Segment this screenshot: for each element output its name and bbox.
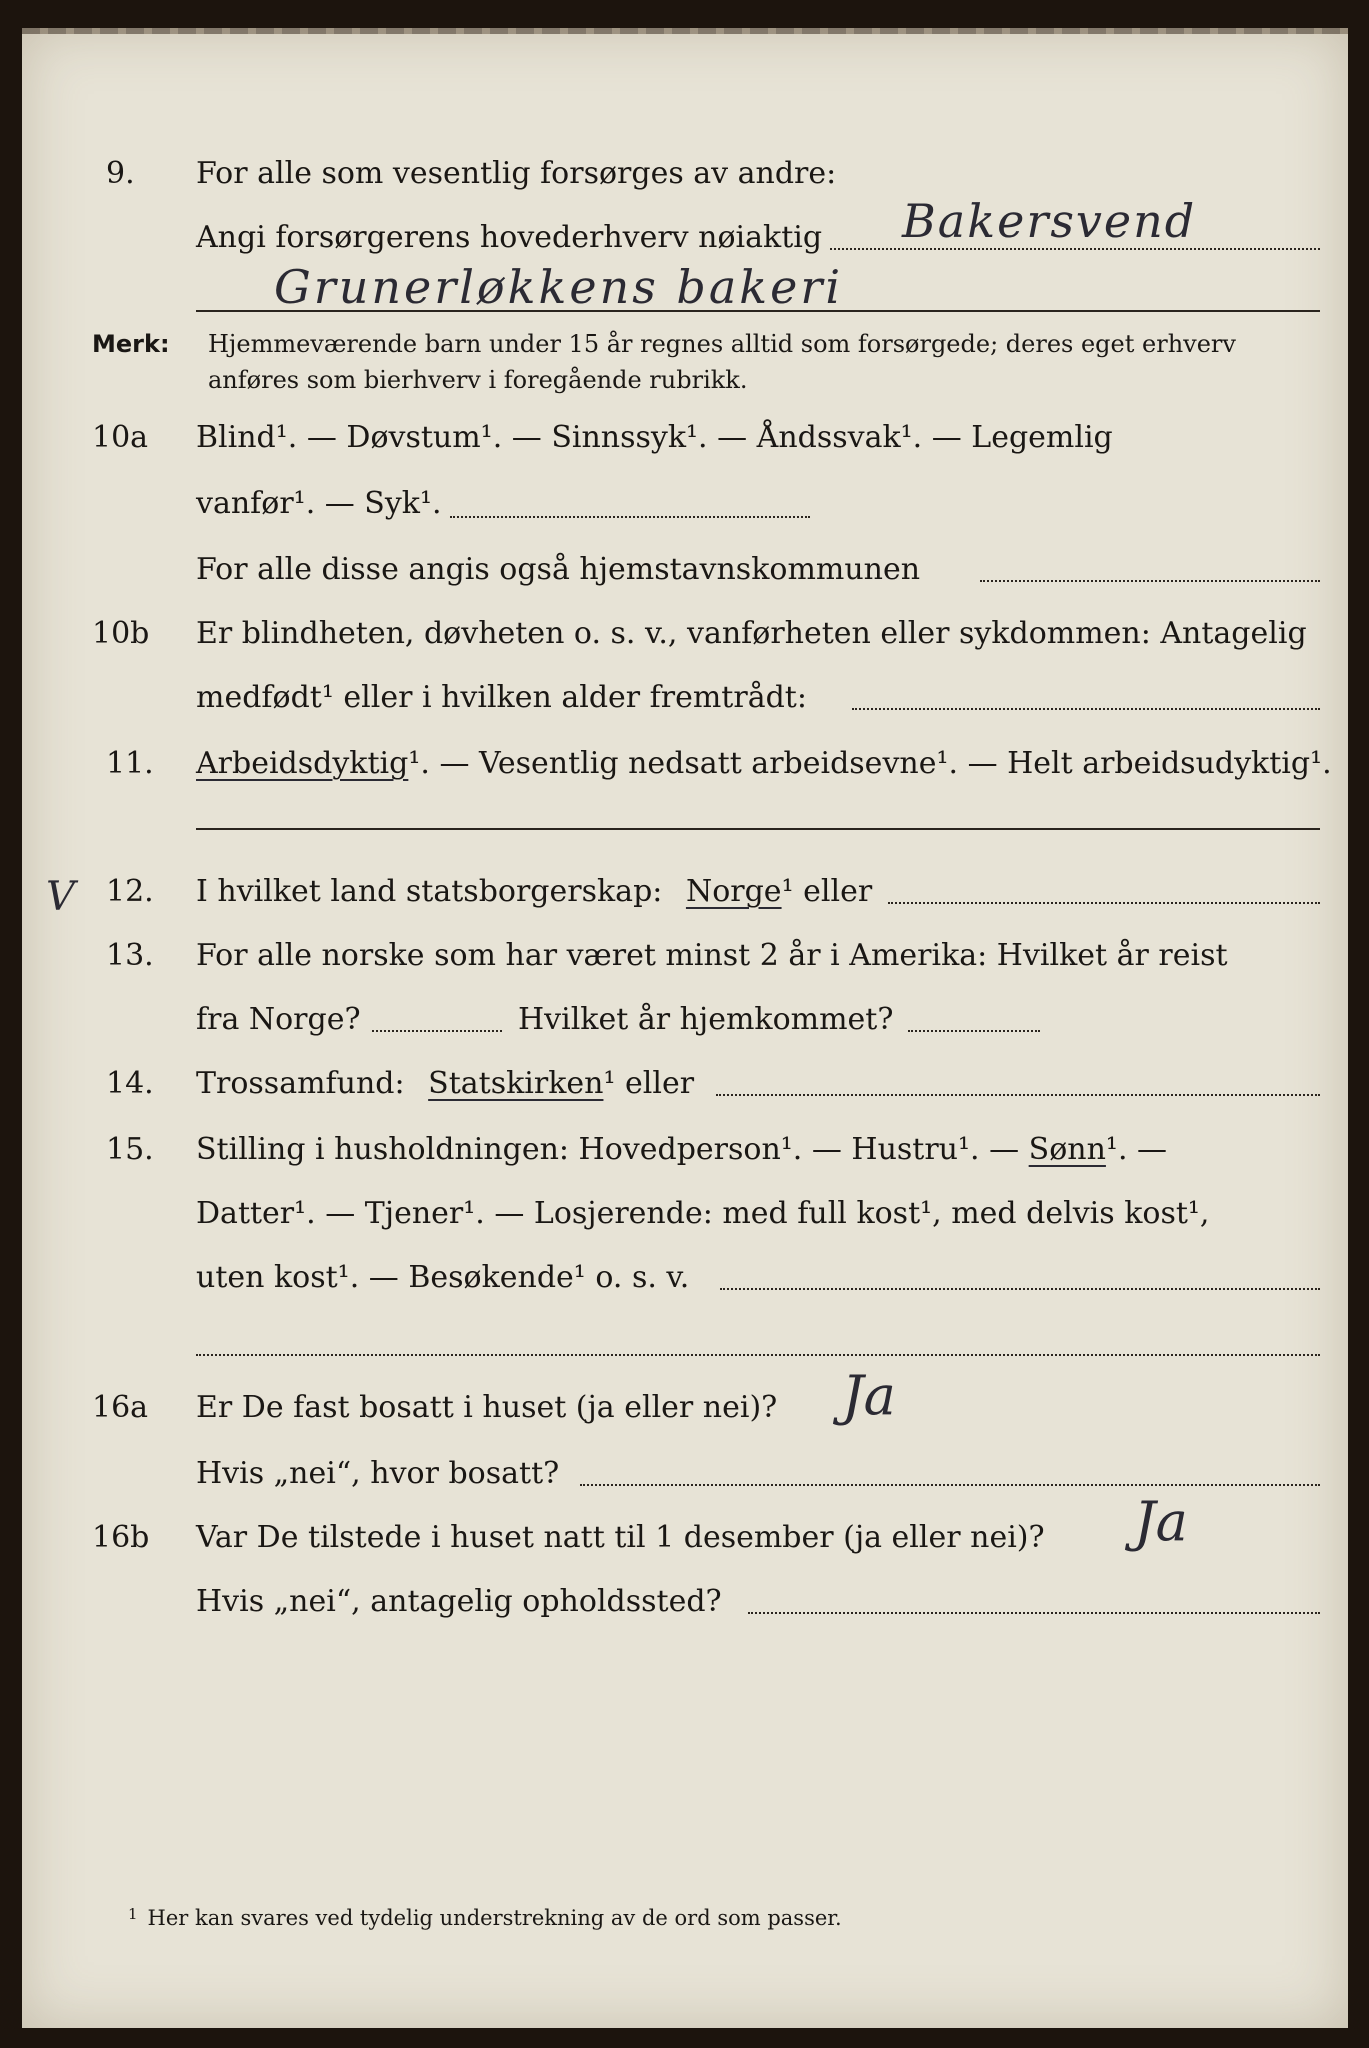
- q15-line1: [196, 1132, 1167, 1167]
- q11-underlined-option: Arbeidsdyktig: [196, 746, 409, 781]
- q16a-line2: Hvis „nei“, hvor bosatt?: [196, 1456, 560, 1491]
- merk-line1: Hjemmeværende barn under 15 år regnes alltid som forsørgede; deres eget erhverv: [208, 330, 1236, 358]
- q12-text: [196, 874, 872, 909]
- q14-underlined-option: Statskirken: [428, 1066, 604, 1101]
- q15-underlined-option: Sønn: [1028, 1132, 1106, 1167]
- footnote: [128, 1905, 842, 1930]
- q15-extra-line: [196, 1354, 1320, 1356]
- scan-edge: [22, 28, 1348, 34]
- merk-line2: anføres som bierhverv i foregående rubrikk.: [208, 366, 748, 394]
- q10a-line3: For alle disse angis også hjemstavnskommunen: [196, 552, 921, 587]
- footnote-mark: 1: [128, 1905, 138, 1923]
- q14-question: Trossamfund:: [196, 1066, 405, 1101]
- q9-line2: Angi forsørgerens hovederhverv nøiaktig: [196, 220, 823, 255]
- q16b-line2: Hvis „nei“, antagelig opholdssted?: [196, 1584, 722, 1619]
- q13-number: 13.: [106, 938, 154, 973]
- q10a-syk-line: [450, 516, 810, 518]
- q11-number: 11.: [106, 746, 154, 781]
- q15-line1-end: ¹. —: [1105, 1132, 1168, 1167]
- q16b-line1: Var De tilstede i huset natt til 1 desember (ja eller nei)?: [196, 1520, 1045, 1555]
- q16b-answer-line: [748, 1612, 1320, 1614]
- q15-line1-start: Stilling i husholdningen: Hovedperson¹. — Hustru¹. —: [196, 1132, 1020, 1167]
- q16a-line1: Er De fast bosatt i huset (ja eller nei)?: [196, 1390, 778, 1425]
- q10a-line2: vanfør¹. — Syk¹.: [196, 486, 442, 521]
- q9-line1: For alle som vesentlig forsørges av andre:: [196, 156, 837, 191]
- q16b-handwritten-answer: Ja: [1134, 1490, 1188, 1553]
- census-form-page: [22, 28, 1348, 2028]
- q9-number: 9.: [106, 156, 135, 191]
- q12-underlined-option: Norge: [685, 874, 782, 909]
- q12-question: I hvilket land statsborgerskap:: [196, 874, 663, 909]
- q12-after: ¹ eller: [781, 874, 873, 909]
- q10b-line1: Er blindheten, døvheten o. s. v., vanførheten eller sykdommen: Antagelig: [196, 616, 1307, 651]
- q16b-number: 16b: [92, 1520, 150, 1555]
- q15-number: 15.: [106, 1132, 154, 1167]
- q10b-line2: medfødt¹ eller i hvilken alder fremtrådt:: [196, 680, 807, 715]
- q16a-answer-line: [580, 1484, 1320, 1486]
- q14-after: ¹ eller: [603, 1066, 695, 1101]
- q9-answer1-line: [830, 248, 1320, 250]
- q13-hjemkommet-line: [908, 1030, 1040, 1032]
- q9-handwritten-occupation: Bakersvend: [902, 194, 1197, 248]
- q14-number: 14.: [106, 1066, 154, 1101]
- q10b-number: 10b: [92, 616, 150, 651]
- q12-number: 12.: [106, 874, 154, 909]
- q15-line3: uten kost¹. — Besøkende¹ o. s. v.: [196, 1260, 690, 1295]
- q14-answer-line: [716, 1094, 1320, 1096]
- q12-margin-check: V: [46, 874, 75, 920]
- q10a-number: 10a: [92, 420, 149, 455]
- q15-answer-line: [720, 1288, 1320, 1290]
- q13-line1: For alle norske som har været minst 2 år i Amerika: Hvilket år reist: [196, 938, 1228, 973]
- q16a-handwritten-answer: Ja: [842, 1364, 896, 1427]
- q11-rest: ¹. — Vesentlig nedsatt arbeidsevne¹. — Helt arbeidsudyktig¹.: [408, 746, 1332, 781]
- merk-label: Merk:: [92, 330, 170, 358]
- q10b-answer-line: [852, 708, 1320, 710]
- q14-text: [196, 1066, 694, 1101]
- q11-text: [196, 746, 1332, 781]
- q9-handwritten-employer: Grunerløkkens bakeri: [274, 260, 844, 314]
- q16a-number: 16a: [92, 1390, 149, 1425]
- q12-answer-line: [888, 902, 1320, 904]
- q13-reist-line: [372, 1030, 502, 1032]
- q11-answer-line: [196, 828, 1320, 830]
- q13-line2a: fra Norge?: [196, 1002, 361, 1037]
- q10a-kommune-line: [980, 580, 1320, 582]
- q15-line2: Datter¹. — Tjener¹. — Losjerende: med full kost¹, med delvis kost¹,: [196, 1196, 1210, 1231]
- q10a-line1: Blind¹. — Døvstum¹. — Sinnssyk¹. — Åndssvak¹. — Legemlig: [196, 420, 1113, 455]
- q13-line2b: Hvilket år hjemkommet?: [518, 1002, 894, 1037]
- footnote-text: Her kan svares ved tydelig understrekning av de ord som passer.: [147, 1906, 842, 1930]
